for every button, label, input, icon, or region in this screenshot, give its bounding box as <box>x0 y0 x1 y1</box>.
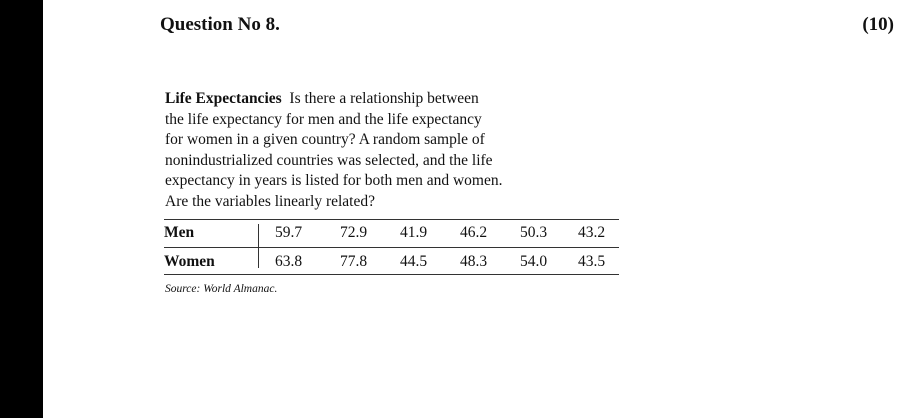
problem-statement <box>165 89 635 213</box>
table-cell: 50.3 <box>520 224 548 241</box>
table-cell: 41.9 <box>400 224 428 241</box>
table-row-men <box>164 224 619 244</box>
table-cell: 63.8 <box>275 253 303 270</box>
row-label-women: Women <box>164 253 215 270</box>
table-cell: 43.2 <box>578 224 606 241</box>
question-title: Question No 8. <box>160 14 280 35</box>
table-cell: 43.5 <box>578 253 606 270</box>
life-expectancy-table <box>164 219 619 275</box>
problem-heading: Life Expectancies <box>165 90 282 107</box>
row-label-men: Men <box>164 224 195 241</box>
table-bottom-rule <box>164 274 619 275</box>
problem-line-4: nonindustrialized countries was selected, and the life <box>165 151 493 169</box>
problem-line-5: expectancy in years is listed for both men and women. <box>165 172 503 190</box>
table-cell: 46.2 <box>460 224 488 241</box>
table-cell: 44.5 <box>400 253 428 270</box>
table-cell: 72.9 <box>340 224 368 241</box>
table-cell: 48.3 <box>460 253 488 270</box>
question-marks: (10) <box>862 14 894 35</box>
table-cell: 59.7 <box>275 224 303 241</box>
problem-line-1 <box>165 89 635 110</box>
table-cell: 77.8 <box>340 253 368 270</box>
problem-line-2: the life expectancy for men and the life expectancy <box>165 110 482 128</box>
table-row-women <box>164 253 619 273</box>
table-top-rule <box>164 219 619 220</box>
source-citation: Source: World Almanac. <box>165 283 278 295</box>
table-middle-rule <box>164 247 619 248</box>
table-cell: 54.0 <box>520 253 548 270</box>
problem-text: Is there a relationship between <box>289 90 479 107</box>
problem-line-6: Are the variables linearly related? <box>165 192 375 210</box>
problem-line-3: for women in a given country? A random sample of <box>165 131 485 149</box>
left-margin-bar <box>0 0 43 418</box>
